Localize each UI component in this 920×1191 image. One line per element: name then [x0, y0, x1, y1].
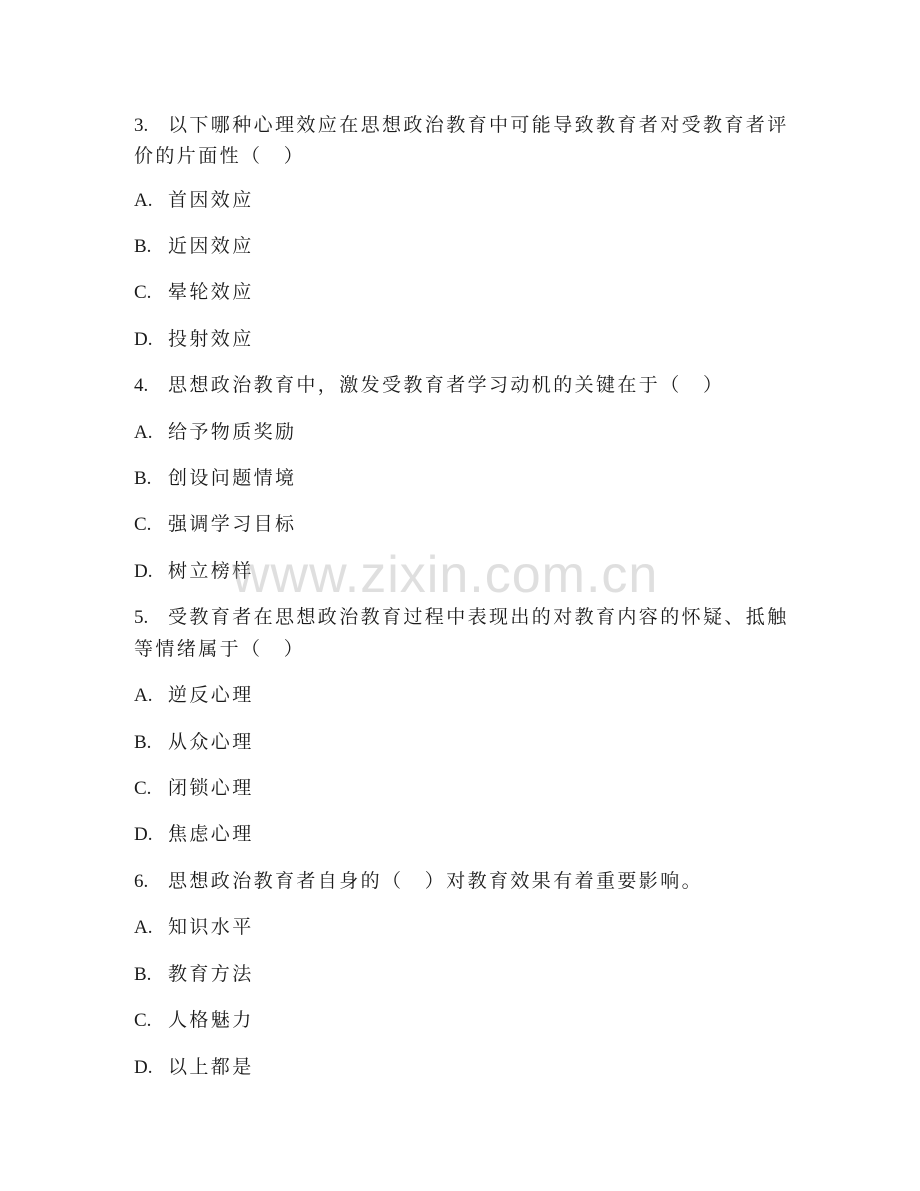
question-4-option-b	[134, 463, 784, 494]
option-label: D.	[134, 824, 153, 845]
question-4-stem	[134, 370, 784, 401]
question-number: 4.	[134, 375, 149, 396]
option-text: 近因效应	[168, 235, 254, 257]
question-6-option-d	[134, 1052, 784, 1083]
option-label: A.	[134, 190, 153, 211]
option-text: 强调学习目标	[168, 513, 297, 535]
option-text: 树立榜样	[168, 560, 254, 582]
question-number: 5.	[134, 607, 149, 628]
question-text-continued: 价的片面性（ ）	[134, 145, 306, 167]
option-text: 逆反心理	[168, 684, 254, 706]
question-3-stem-line1	[134, 110, 789, 141]
question-text: 受教育者在思想政治教育过程中表现出的对教育内容的怀疑、抵触	[168, 606, 789, 628]
option-label: A.	[134, 917, 153, 938]
option-label: C.	[134, 1010, 152, 1031]
question-3-stem-line2	[134, 141, 784, 171]
option-text: 教育方法	[168, 963, 254, 985]
question-5-option-a	[134, 680, 784, 711]
question-5-option-c	[134, 773, 784, 804]
option-text: 晕轮效应	[168, 281, 254, 303]
question-4-option-c	[134, 509, 784, 540]
watermark: www.zixin.com.cn	[232, 546, 659, 604]
option-text: 知识水平	[168, 916, 254, 938]
option-label: C.	[134, 778, 152, 799]
option-label: B.	[134, 468, 152, 489]
question-6-option-b	[134, 959, 784, 990]
question-number: 3.	[134, 115, 149, 136]
question-text-continued: 等情绪属于（ ）	[134, 638, 306, 660]
question-4-option-d	[134, 556, 784, 587]
option-text: 从众心理	[168, 731, 254, 753]
option-text: 以上都是	[168, 1056, 254, 1078]
option-text: 闭锁心理	[168, 777, 254, 799]
option-text: 给予物质奖励	[168, 421, 297, 443]
option-label: A.	[134, 685, 153, 706]
option-label: A.	[134, 422, 153, 443]
option-label: C.	[134, 282, 152, 303]
option-label: B.	[134, 732, 152, 753]
option-label: D.	[134, 1057, 153, 1078]
option-label: D.	[134, 561, 153, 582]
option-text: 人格魅力	[168, 1009, 254, 1031]
question-5-option-d	[134, 819, 784, 850]
option-label: B.	[134, 964, 152, 985]
option-label: B.	[134, 236, 152, 257]
option-text: 创设问题情境	[168, 467, 297, 489]
option-text: 焦虑心理	[168, 823, 254, 845]
question-5-stem-line1	[134, 602, 789, 633]
question-5-stem-line2	[134, 634, 784, 664]
question-text: 思想政治教育者自身的（ ）对教育效果有着重要影响。	[168, 870, 704, 892]
question-6-stem	[134, 866, 784, 897]
question-3-option-c	[134, 277, 784, 308]
question-3-option-a	[134, 185, 784, 216]
option-label: D.	[134, 329, 153, 350]
question-3-option-b	[134, 231, 784, 262]
question-3-option-d	[134, 324, 784, 355]
question-text: 以下哪种心理效应在思想政治教育中可能导致教育者对受教育者评	[168, 114, 789, 136]
question-number: 6.	[134, 871, 149, 892]
question-text: 思想政治教育中，激发受教育者学习动机的关键在于（ ）	[168, 374, 725, 396]
question-6-option-c	[134, 1005, 784, 1036]
question-6-option-a	[134, 912, 784, 943]
question-4-option-a	[134, 417, 784, 448]
question-5-option-b	[134, 727, 784, 758]
option-label: C.	[134, 514, 152, 535]
option-text: 投射效应	[168, 328, 254, 350]
option-text: 首因效应	[168, 189, 254, 211]
